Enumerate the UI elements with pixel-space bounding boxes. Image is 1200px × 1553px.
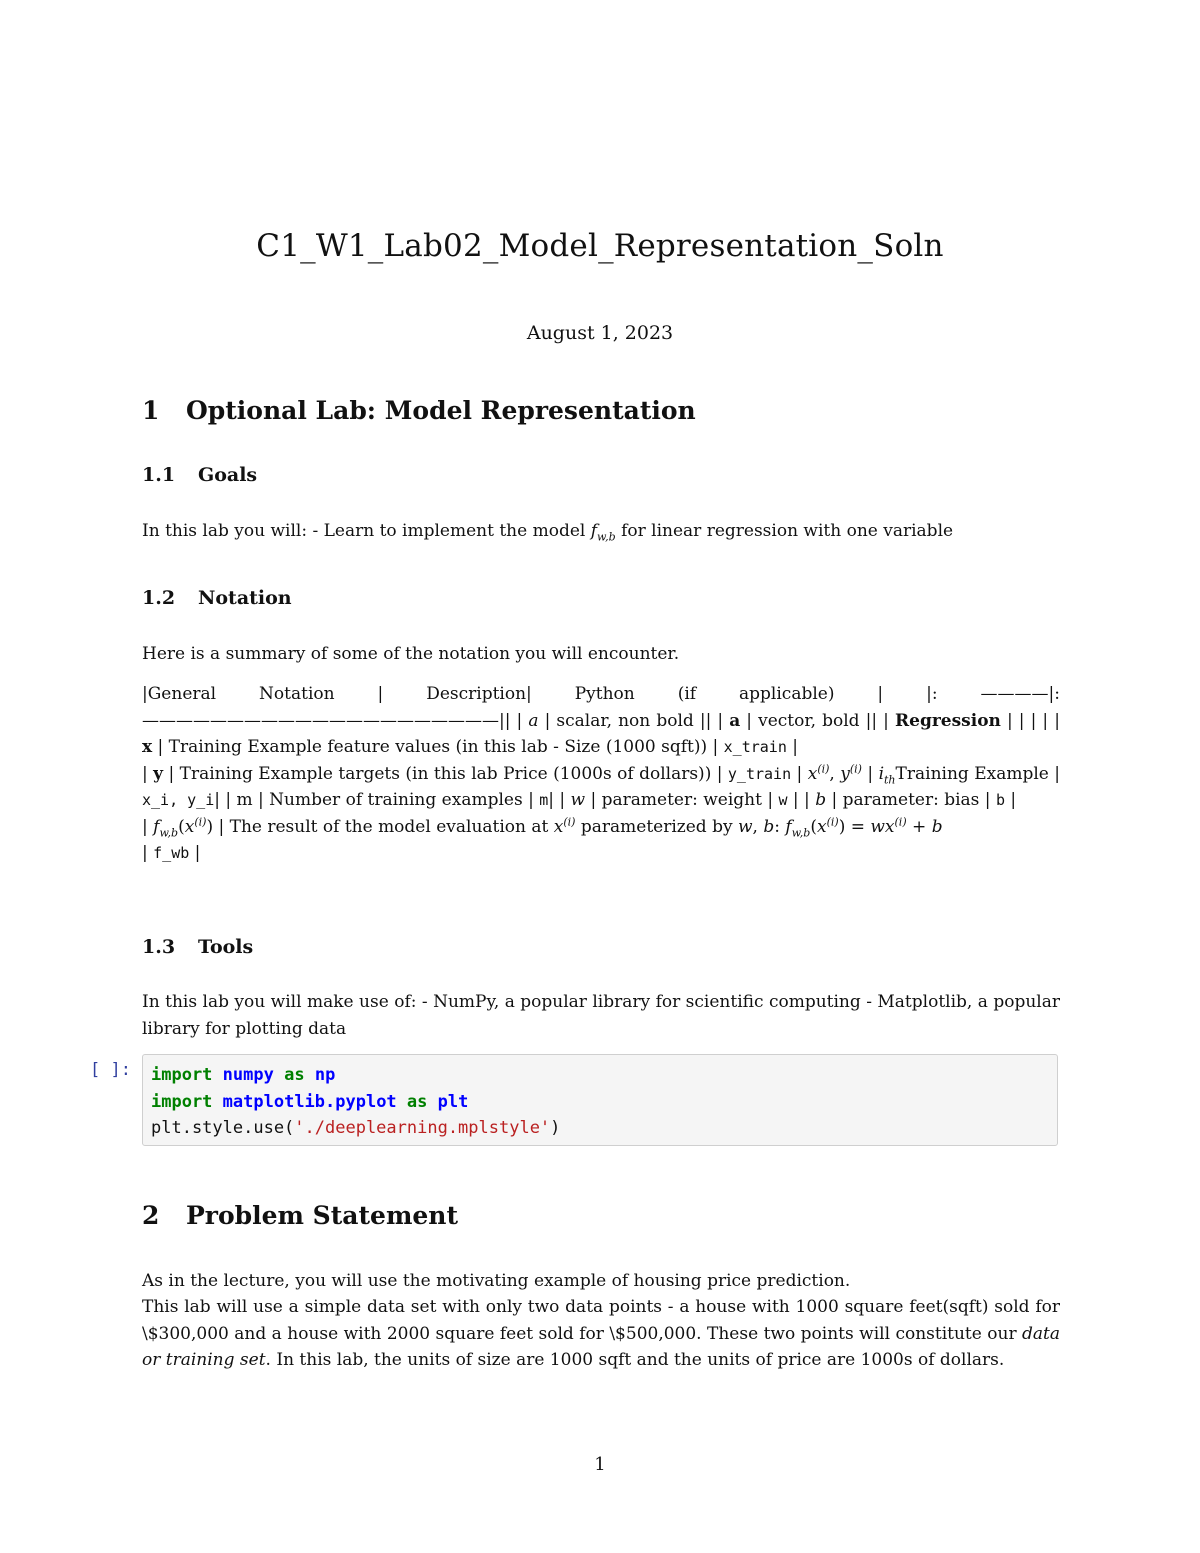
subsection-heading-tools xyxy=(142,936,253,958)
problem-text-end: . In this lab, the units of size are 1000 sqft and the units of price are 1000s of dollars. xyxy=(265,1350,1005,1370)
module-name: numpy xyxy=(222,1065,274,1085)
document-title: C1_W1_Lab02_Model_Representation_Soln xyxy=(256,228,944,264)
subsection-heading-notation xyxy=(142,587,292,609)
subsection-number: 1.3 xyxy=(142,936,176,958)
section-title: Problem Statement xyxy=(186,1201,459,1230)
notation-table-raw: |General Notation | Description| Python (if applicable) | |: ————|: —————————————————————|| | a | scalar, non bold || | a | vector, bold || | Regression | | | | | x | Training Example feature values (in this lab - Size (1000 sqft)) | x_train | | y | Training Example targets (in this lab Price (1000s of dollars)) | y_train | $x^{(i)}$, $y^{(i)}$ | $i_{th}Training$ Example | x_i, y_i| | m | Number of training examples | m| | w | parameter: weight | w | | b | parameter: bias | b | | $f_{w,b}(x^{(i)})$ | The result of the model evaluation at $x^{(i)}$ parameterized by w, b: $f_{w,b}(x^{(i)}) = wx^{(i)} + b$ | f_wb | xyxy=(142,684,1060,863)
code-string: './deeplearning.mplstyle' xyxy=(294,1118,551,1138)
problem-emphasis: data or training set xyxy=(142,1323,1060,1370)
section-title: Optional Lab: Model Representation xyxy=(186,396,696,425)
code-call-close: ) xyxy=(550,1118,561,1138)
code-call: plt.style.use( xyxy=(151,1118,295,1138)
subsection-title: Goals xyxy=(198,464,258,486)
model-subscript: w,b xyxy=(597,530,616,544)
problem-line-1: As in the lecture, you will use the motivating example of housing price prediction. xyxy=(142,1271,851,1291)
subsection-number: 1.2 xyxy=(142,587,176,609)
keyword-import: import xyxy=(151,1091,213,1112)
goals-paragraph xyxy=(142,518,1060,545)
section-number: 1 xyxy=(142,396,160,425)
code-block[interactable] xyxy=(151,1062,560,1142)
goals-text-end: for linear regression with one variable xyxy=(615,521,954,541)
module-alias: np xyxy=(314,1065,336,1085)
keyword-as: as xyxy=(406,1091,428,1112)
problem-paragraph xyxy=(142,1294,1060,1374)
subsection-number: 1.1 xyxy=(142,464,176,486)
model-symbol xyxy=(590,521,616,544)
module-name: matplotlib.pyplot xyxy=(222,1091,397,1112)
goals-text-start: In this lab you will: - Learn to implement the model xyxy=(142,521,591,541)
subsection-title: Notation xyxy=(198,587,292,609)
notation-intro: Here is a summary of some of the notation you will encounter. xyxy=(142,644,680,664)
subsection-heading-goals xyxy=(142,464,257,486)
code-cell[interactable] xyxy=(142,1054,1058,1146)
page-number: 1 xyxy=(594,1454,606,1475)
module-alias: plt xyxy=(437,1091,469,1112)
keyword-import: import xyxy=(151,1065,213,1085)
problem-text-start: This lab will use a simple data set with only two data points - a house with 1000 square feet(sqft) sold for \$300,000 and a house with 2000 square feet sold for \$500,000. These two points will constitute our xyxy=(142,1297,1060,1344)
section-heading-2 xyxy=(142,1201,458,1230)
tools-paragraph: In this lab you will make use of: - NumPy, a popular library for scientific computing - Matplotlib, a popular library for plotting data xyxy=(142,992,1060,1039)
section-number: 2 xyxy=(142,1201,160,1230)
model-f: f xyxy=(590,521,598,541)
code-cell-prompt: [ ]: xyxy=(90,1060,131,1080)
keyword-as: as xyxy=(284,1065,305,1085)
section-heading-1 xyxy=(142,396,696,425)
subsection-title: Tools xyxy=(198,936,254,958)
document-date: August 1, 2023 xyxy=(526,322,674,344)
